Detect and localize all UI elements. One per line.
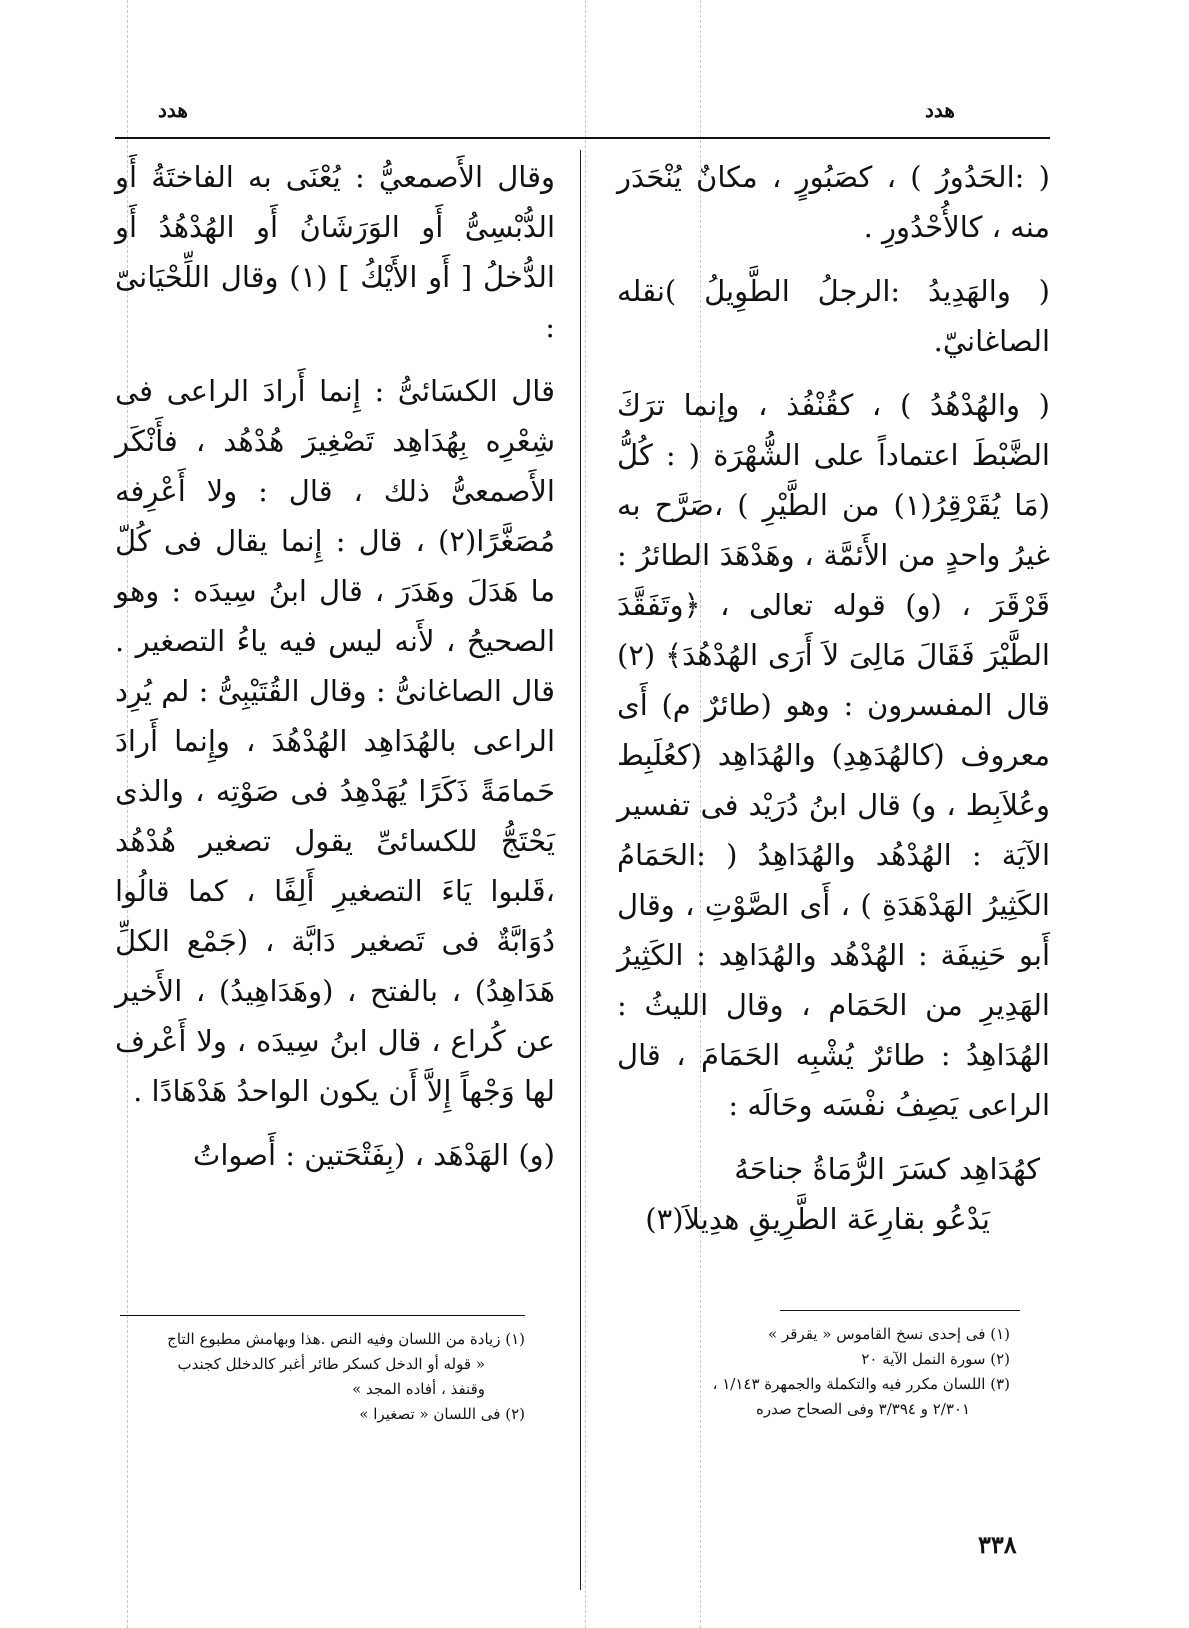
paragraph: ( والهَدِيدُ :الرجلُ الطَّوِيلُ )نقله الصاغانيّ. — [617, 274, 1050, 358]
footnote: ٢/٣٠١ و ٣/٣٩٤ وفى الصحاح صدره — [756, 1400, 970, 1418]
footnote: « قوله أو الدخل كسكر طائر أغبر كالدخلل كجندب — [177, 1355, 485, 1373]
footnote-rule — [780, 1310, 1020, 1311]
footnote: (١) زيادة من اللسان وفيه النص .هذا وبهامش مطبوع التاج — [167, 1330, 525, 1348]
footnotes-right — [620, 1322, 1010, 1422]
page-number: ٣٣٨ — [978, 1530, 1017, 1559]
footnote: (١) فى إحدى نسخ القاموس « يقرقر » — [768, 1325, 1010, 1343]
paragraph: قال الكسَائىُّ : إِنما أَرادَ الراعى فى شِعْرِه بِهُدَاهِد تَصْغِيرَ هُدْهُد ، فأَنْكَر الأَصمعىُّ ذلك ، قال : ولا أَعْرِفه مُصَغَّرًا(٢) ، قال : إِنما يقال فى كُلّ ما هَدَلَ وهَدَرَ ، قال ابنُ سِيدَه : وهو الصحيحُ ، لأَنه ليس فيه ياءُ التصغير . قال الصاغانىُّ : وقال القُتَيْبِىُّ : لم يُرِد الراعى بالهُدَاهِد الهُدْهُدَ ، وإِنما أَرادَ حَمامَةً ذَكَرًا يُهَدْهِدُ فى صَوْتِه ، والذى يَحْتَجُّ للكسائىِّ يقول تصغير هُدْهُد ،قَلبوا يَاءَ التصغيرِ أَلِفًا ، كما قالُوا دُوَابَّةٌ فى تَصغير دَابَّة ، (جَمْع الكلِّ هَدَاهِدُ) ، بالفتح ، (وهَدَاهِيدُ) ، الأَخير عن كُراع ، قال ابنُ سِيدَه ، ولا أَعْرف لها وَجْهاً إِلاَّ أَن يكون الواحدُ هَدْهَادًا . — [115, 374, 555, 1108]
verse-line: يَدْعُو بقارِعَة الطَّرِيقِ هدِيلاَ(٣) — [645, 1202, 990, 1236]
paragraph: ( والهُدْهُدُ ) ، كقُنْفُذ ، وإنما ترَكَ الضَّبْطَ اعتماداً على الشُّهْرَة ( : كُلُّ (مَا يُقَرْقِرُ(١) من الطَّيْرِ ) ،صَرَّح به غيرُ واحدٍ من الأَئمَّة ، وهَدْهَدَ الطائرُ : قَرْقَرَ ، (و) قوله تعالى ، ﴿وتَفَقَّدَ الطَّيْرَ فَقَالَ مَالِىَ لاَ أَرَى الهُدْهُدَ﴾ (٢) قال المفسرون : وهو (طائرٌ م) أَى معروف (كالهُدَهِدِ) والهُدَاهِد (كعُلَبِط وعُلاَبِط ، و) قال ابنُ دُرَيْد فى تفسير الآيَة : الهُدْهُد والهُدَاهِدُ ( :الحَمَامُ الكَثِيرُ الهَدْهَدَةِ ) ، أَى الصَّوْتِ ، وقال أَبو حَنِيفَة : الهُدْهُد والهُدَاهِد : الكَثِيرُ الهَدِيرِ من الحَمَام ، وقال الليثُ : الهُدَاهِدُ : طائرٌ يُشْبِه الحَمَامَ ، قال الراعى يَصِفُ نفْسَه وحَالَه : — [617, 388, 1050, 1122]
right-column — [617, 152, 1050, 1244]
verse-line: كهُدَاهِد كسَرَ الرُّمَاةُ جناحَهُ — [734, 1152, 1040, 1186]
footnote: وقنفذ ، أفاده المجد » — [352, 1380, 485, 1398]
column-divider — [580, 150, 581, 1590]
footnote-rule — [120, 1315, 525, 1316]
paragraph: (و) الهَدْهَد ، (بِفَتْحَتين : أَصواتُ — [193, 1138, 555, 1172]
running-header-left: هدد — [158, 98, 188, 122]
footnote: (٢) فى اللسان « تصغيرا » — [359, 1405, 525, 1423]
footnotes-left — [115, 1327, 525, 1427]
footnote: (٢) سورة النمل الآية ٢٠ — [861, 1350, 1010, 1368]
footnote: (٣) اللسان مكرر فيه والتكملة والجمهرة ١/١٤٣ ، — [712, 1375, 1010, 1393]
header-rule — [115, 137, 1050, 139]
scan-guide-line — [585, 0, 586, 1628]
running-header-right: هدد — [925, 98, 955, 122]
paragraph: وقال الأَصمعيُّ : يُعْنَى به الفاختَةُ أَو الدُّبْسِىُّ أَو الوَرَشَانُ أَو الهُدْهُدُ أَو الدُّخلُ [ أَو الأَيْكُ ] (١) وقال اللِّحْيَانىّ : — [115, 160, 555, 344]
verse — [617, 1144, 1050, 1244]
left-column — [115, 152, 555, 1194]
paragraph: ( :الحَدُورُ ) ، كصَبُورٍ ، مكانٌ يُنْحَدَر منه ، كالأُحْدُورِ . — [617, 160, 1050, 244]
